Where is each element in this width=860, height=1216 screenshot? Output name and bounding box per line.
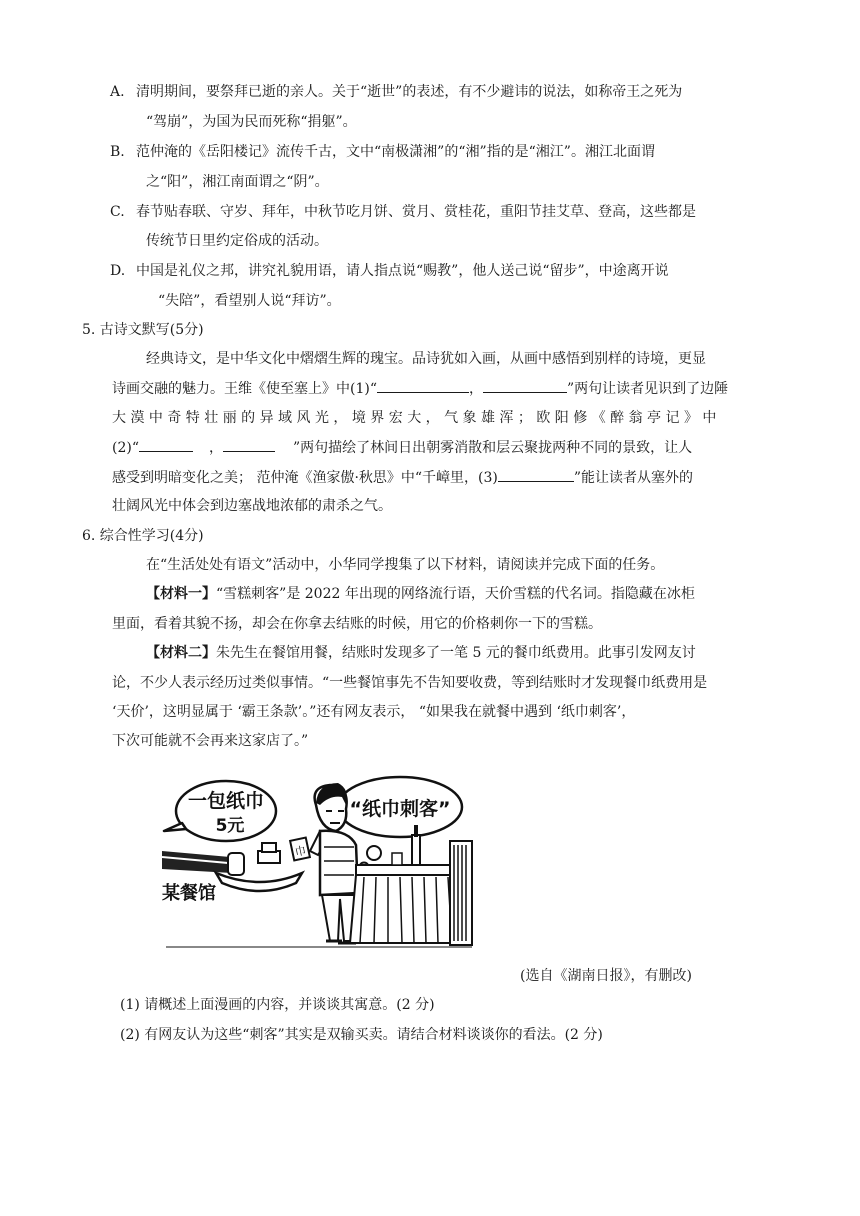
- text: ”两句描绘了林间日出朝雾消散和层云聚拢两种不同的景致，让人: [293, 440, 693, 456]
- q5-line-2: [112, 378, 728, 399]
- option-letter: A.: [110, 84, 125, 100]
- option-text: 中国是礼仪之邦，讲究礼貌用语，请人指点说“赐教”，他人送己说“留步”，中途离开说: [136, 263, 669, 279]
- text: (2)“: [112, 440, 139, 456]
- text: 诗画交融的魅力。王维《使至塞上》中(1)“: [112, 381, 377, 397]
- text: ，: [469, 381, 483, 397]
- material-2-l2: 论，不少人表示经历过类似事情。“一些餐馆事先不告知要收费，等到结账时才发现餐巾纸费用是: [112, 675, 708, 691]
- option-letter: D.: [110, 263, 126, 279]
- material-label: 【材料一】: [146, 586, 216, 602]
- bubble-left-line2: 5元: [215, 816, 245, 836]
- option-c-cont: 传统节日里约定俗成的活动。: [146, 233, 328, 249]
- waiter-arm: [162, 843, 302, 904]
- blank-2b[interactable]: [223, 437, 275, 452]
- material-2-l3: ‘天价’，这明显属于 ‘霸王条款’。”还有网友表示， “如果我在就餐中遇到 ‘纸巾刺客’，: [112, 704, 636, 720]
- option-b: [110, 142, 655, 162]
- option-d: [110, 261, 669, 281]
- source-note: (选自《湖南日报》，有删改): [520, 968, 692, 984]
- material-2-l4: 下次可能就不会再来这家店了。”: [112, 733, 309, 749]
- speech-bubble-left: [164, 781, 276, 841]
- blank-1a[interactable]: [377, 378, 469, 393]
- material-label: 【材料二】: [146, 645, 216, 661]
- sub-question-1: (1) 请概述上面漫画的内容，并谈谈其寓意。(2 分): [120, 997, 435, 1013]
- text: ，: [209, 440, 223, 456]
- option-letter: C.: [110, 204, 125, 220]
- q6-heading: 6. 综合性学习(4分): [82, 528, 204, 544]
- blank-1b[interactable]: [483, 378, 567, 393]
- sub-question-2: (2) 有网友认为这些“刺客”其实是双输买卖。请结合材料谈谈你的看法。(2 分): [120, 1027, 603, 1043]
- option-d-cont: “失陪”，看望别人说“拜访”。: [158, 293, 341, 309]
- restaurant-label: 某餐馆: [162, 883, 216, 904]
- material-1-cont: 里面，看着其貌不扬，却会在你拿去结账的时候，用它的价格刺你一下的雪糕。: [112, 616, 602, 632]
- blank-2a[interactable]: [139, 437, 193, 452]
- option-c: [110, 202, 696, 222]
- option-letter: B.: [110, 144, 125, 160]
- q5-line-6: 壮阔风光中体会到边塞战地浓郁的肃杀之气。: [112, 498, 392, 514]
- comic-illustration: [160, 765, 478, 955]
- bubble-left-line1: 一包纸巾: [187, 790, 265, 812]
- q5-line-3: 大 漠 中 奇 特 壮 丽 的 异 域 风 光 ， 境 界 宏 大 ， 气 象 雄 浑 ； 欧 阳 修 《 醉 翁 亭 记 》 中: [112, 410, 717, 426]
- q5-line-5: [112, 467, 693, 488]
- text: “雪糕刺客”是 2022 年出现的网络流行语，天价雪糕的代名词。指隐藏在冰柜: [216, 586, 695, 602]
- option-a: [110, 82, 682, 102]
- option-b-cont: 之“阳”，湘江南面谓之“阴”。: [146, 174, 329, 190]
- option-text: 春节贴春联、守岁、拜年，中秋节吃月饼、赏月、赏桂花，重阳节挂艾草、登高，这些都是: [136, 204, 696, 220]
- option-text: 清明期间，要祭拜已逝的亲人。关于“逝世”的表述，有不少避讳的说法，如称帝王之死为: [136, 84, 683, 100]
- q5-paragraph: 经典诗文，是中华文化中熠熠生辉的瑰宝。品诗犹如入画，从画中感悟到别样的诗境，更显: [146, 351, 706, 367]
- material-1: [146, 584, 695, 604]
- material-2: [146, 643, 696, 663]
- q6-intro: 在“生活处处有语文”活动中，小华同学搜集了以下材料，请阅读并完成下面的任务。: [146, 557, 665, 573]
- text: ”两句让读者见识到了边陲: [567, 381, 729, 397]
- text: 朱先生在餐馆用餐，结账时发现多了一笔 5 元的餐巾纸费用。此事引发网友讨: [216, 645, 696, 661]
- blank-3[interactable]: [498, 467, 574, 482]
- card-glyph: 巾: [293, 843, 308, 859]
- q5-line-4: [112, 437, 692, 458]
- option-text: 范仲淹的《岳阳楼记》流传千古，文中“南极潇湘”的“湘”指的是“湘江”。湘江北面谓: [136, 144, 655, 160]
- text: ”能让读者从塞外的: [573, 470, 694, 486]
- bubble-right-text: “纸巾刺客”: [349, 798, 451, 820]
- text: 感受到明暗变化之美； 范仲淹《渔家傲·秋思》中“千嶂里，(3): [112, 470, 498, 486]
- q5-heading: 5. 古诗文默写(5分): [82, 322, 204, 338]
- option-a-cont: “驾崩”，为国为民而死称“捐躯”。: [146, 114, 357, 130]
